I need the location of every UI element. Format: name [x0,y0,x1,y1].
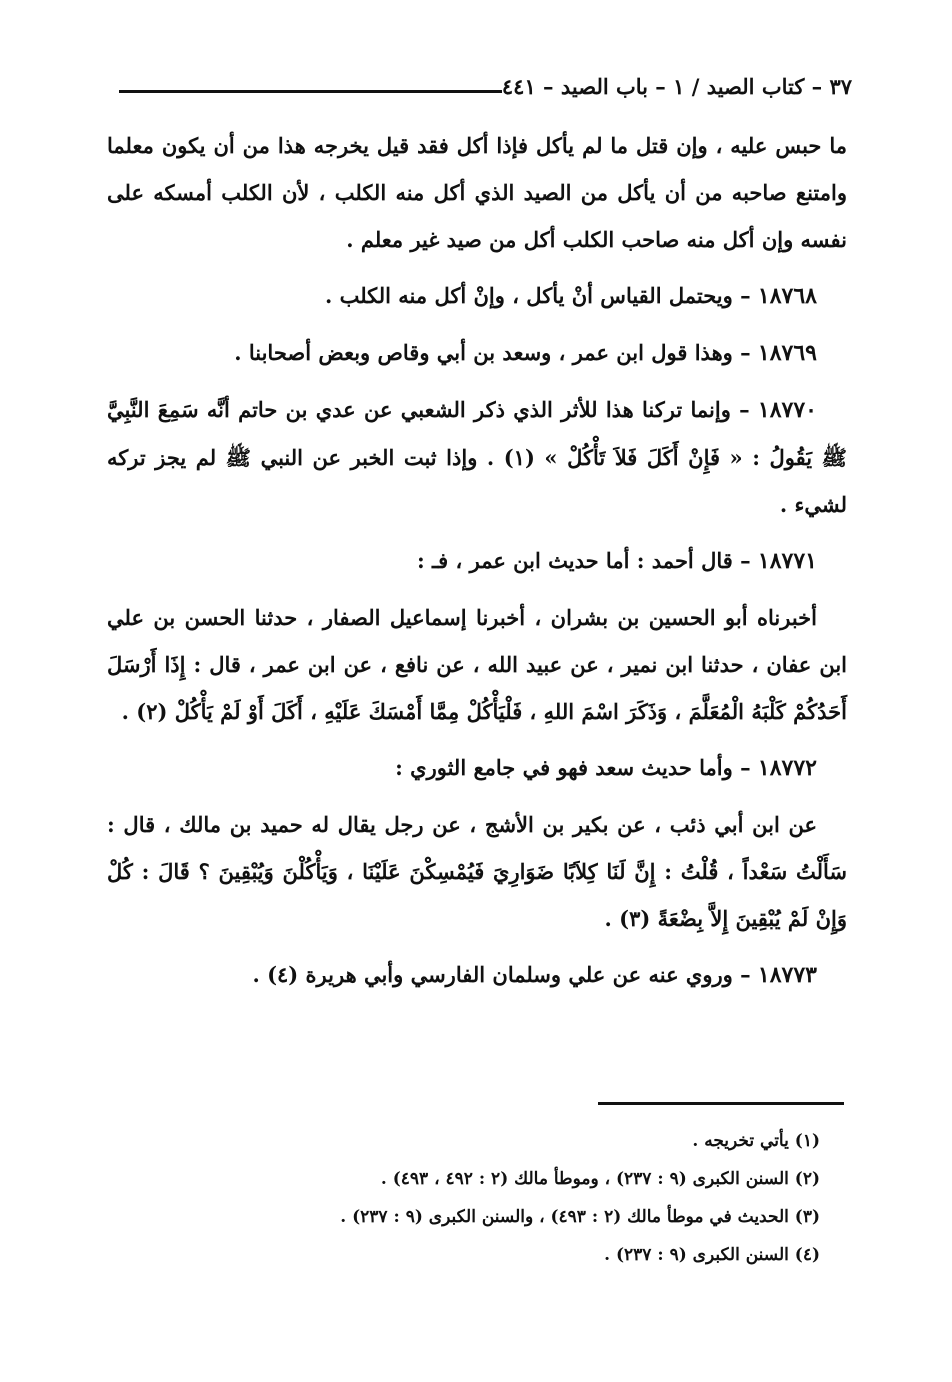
paragraph-18768 [107,272,847,320]
paragraph-text: أخبرناه أبو الحسين بن بشران ، أخبرنا إسماعيل الصفار ، حدثنا الحسن بن علي ابن عفان ، حدثنا ابن نمير ، عن عبيد الله ، عن نافع ، عن ابن عمر ، قال : إِذَا أَرْسَلَ أَحَدُكُمْ كَلْبَهُ الْمُعَلَّمَ ، وَذَكَرَ اسْمَ اللهِ ، فَلْيَأْكُلْ مِمَّا أَمْسَكَ عَلَيْهِ ، أَكَلَ أَوْ لَمْ يَأْكُلْ (٢) . [107,605,847,724]
footnotes [110,1122,820,1274]
paragraph-text: – وهذا قول ابن عمر ، وسعد بن أبي وقاص وبعض أصحابنا . [234,340,758,365]
footnote-rule [598,1102,844,1105]
paragraph-continuation [107,122,847,263]
paragraph-text: – وإنما تركنا هذا للأثر الذي ذكر الشعبي عن عدي بن حاتم أنَّه سَمِعَ النَّبِيَّ ﷺ يَقُولُ : « فَإِنْ أَكَلَ فَلاَ تَأْكُلْ » (١) . وإذا ثبت الخبر عن النبي ﷺ لم يجز تركه لشيء . [107,397,847,517]
paragraph-text: – وأما حديث سعد فهو في جامع الثوري : [395,755,758,780]
paragraph-text: عن ابن أبي ذئب ، عن بكير بن الأشج ، عن رجل يقال له حميد بن مالك ، قال : سَأَلْتُ سَعْداً ، قُلْتُ : إِنَّ لَنَا كِلاَبًا ضَوَارِيَ فَيُمْسِكْنَ عَلَيْنَا ، وَيَأْكُلْنَ وَيُبْقِينَ ؟ قَالَ : كُلْ وَإِنْ لَمْ يُبْقِينَ إِلاَّ بِضْعَةً (٣) . [107,812,847,931]
footnote-1: (١) يأتي تخريجه . [692,1131,820,1151]
running-header [107,66,852,106]
paragraph-text: – ويحتمل القياس أنْ يأكل ، وإنْ أكل منه الكلب . [324,283,758,308]
main-text [107,122,847,1008]
paragraph-isnad-saad [107,801,847,942]
paragraph-number: ١٨٧٧٣ [757,962,817,988]
header-title: ٣٧ – كتاب الصيد / ١ – باب الصيد – ٤٤١ [501,73,852,99]
paragraph-number: ١٨٧٦٨ [757,283,817,309]
paragraph-18771 [107,537,847,585]
paragraph-number: ١٨٧٧١ [757,548,817,574]
footnote-3: (٣) الحديث في موطأ مالك (٢ : ٤٩٣) ، والسنن الكبرى (٩ : ٢٣٧) . [340,1207,820,1227]
paragraph-number: ١٨٧٦٩ [757,340,817,366]
header-rule [119,90,502,93]
footnote-4: (٤) السنن الكبرى (٩ : ٢٣٧) . [604,1245,820,1265]
paragraph-isnad-ibn-umar [107,594,847,735]
paragraph-number: ١٨٧٧٢ [757,755,817,781]
footnote-2: (٢) السنن الكبرى (٩ : ٢٣٧) ، وموطأ مالك (٢ : ٤٩٢ ، ٤٩٣) . [380,1169,820,1189]
paragraph-18772 [107,744,847,792]
paragraph-text: ما حبس عليه ، وإن قتل ما لم يأكل فإذا أكل فقد قيل يخرجه هذا من أن يكون معلما وامتنع صاحبه من أن يأكل من الصيد الذي أكل منه الكلب ، لأن الكلب أمسكه على نفسه وإن أكل منه صاحب الكلب أكل من صيد غير معلم . [107,133,847,252]
paragraph-18770 [107,386,847,528]
paragraph-number: ١٨٧٧٠ [757,397,817,423]
paragraph-text: – وروي عنه عن علي وسلمان الفارسي وأبي هريرة (٤) . [252,962,758,987]
paragraph-18773 [107,951,847,999]
paragraph-text: – قال أحمد : أما حديث ابن عمر ، فـ : [416,548,758,573]
paragraph-18769 [107,329,847,377]
